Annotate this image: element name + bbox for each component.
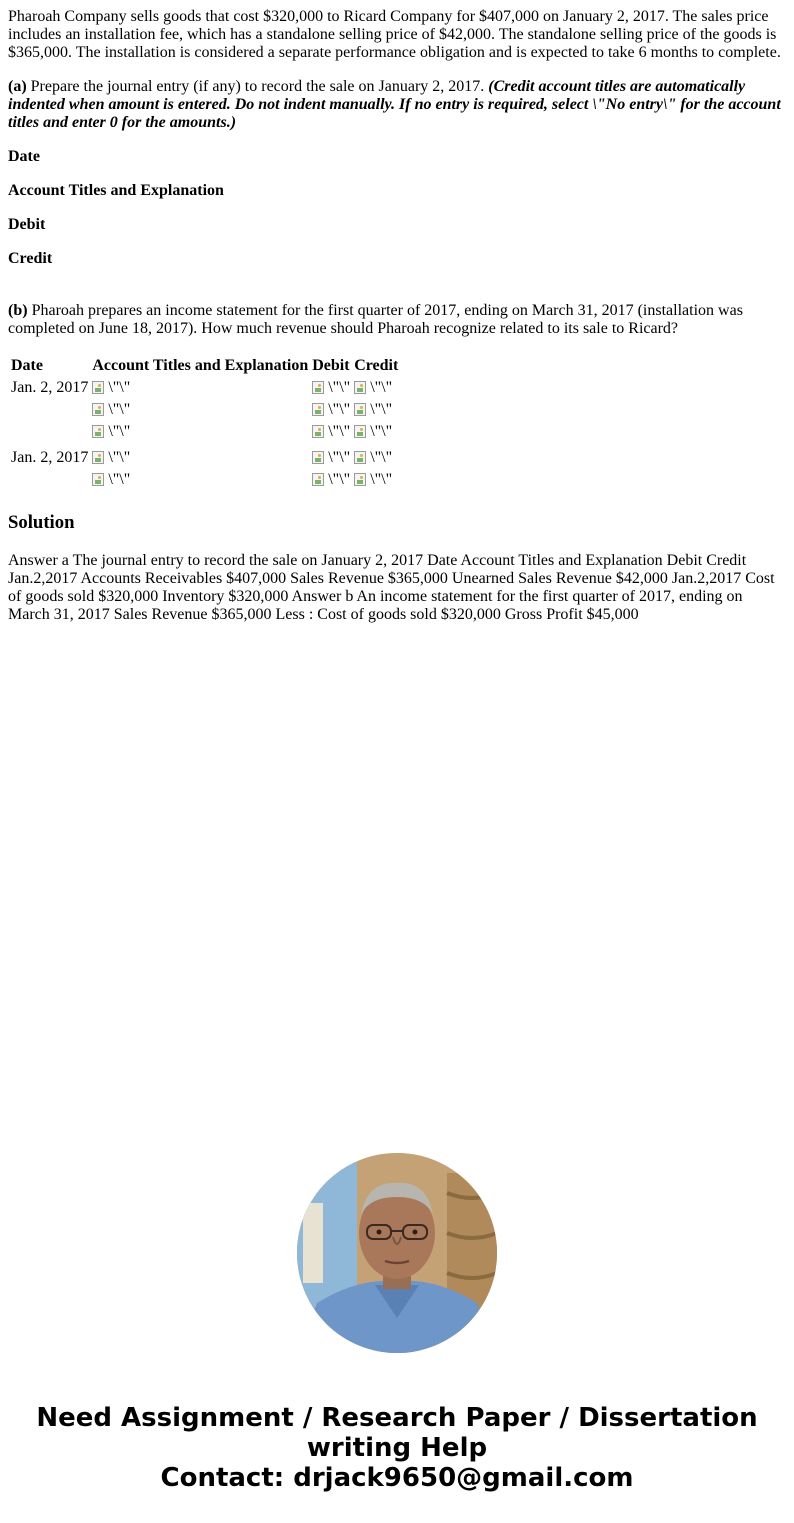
row-date [10,470,89,490]
header-account: Account Titles and Explanation [92,357,309,374]
broken-image-icon: \"\" [312,449,350,467]
account-cell[interactable] [91,470,309,490]
broken-image-icon: \"\" [92,423,130,441]
broken-image-icon: \"\" [92,379,130,397]
journal-row [10,378,399,398]
label-date: Date [8,148,40,165]
row-date: Jan. 2, 2017 [11,379,89,396]
journal-row [10,448,399,468]
debit-cell[interactable] [311,378,351,398]
broken-image-icon: \"\" [92,401,130,419]
journal-row [10,422,399,442]
label-account-titles: Account Titles and Explanation [8,182,224,199]
header-credit: Credit [354,357,399,374]
credit-cell[interactable] [353,422,399,442]
part-a-prompt [8,78,786,132]
header-debit: Debit [312,357,350,374]
credit-cell[interactable] [353,400,399,420]
debit-cell[interactable] [311,448,351,468]
broken-image-icon: \"\" [354,423,392,441]
solution-heading: Solution [8,512,75,533]
account-cell[interactable] [91,448,309,468]
part-a-text: Prepare the journal entry (if any) to record the sale on January 2, 2017. [26,78,489,95]
debit-cell[interactable] [311,422,351,442]
promo-banner [0,1403,794,1493]
label-credit: Credit [8,250,53,267]
row-date [10,422,89,442]
broken-image-icon: \"\" [354,401,392,419]
solution-body: Answer a The journal entry to record the sale on January 2, 2017 Date Account Titles and Explanation Debit Credit Jan.2,2017 Accounts Receivables $407,000 Sales Revenue $365,000 Unearned Sales Revenue $42,000 Jan.2,2017 Cost of goods sold $320,000 Inventory $320,000 Answer b An income statement for the first quarter of 2017, ending on March 31, 2017 Sales Revenue $365,000 Less : Cost of goods sold $320,000 Gross Profit $45,000 [8,552,775,623]
part-a-note: (Credit account titles are automatically indented when amount is entered. Do not indent manually. If no entry is required, select \"No entry\" for the account titles and enter 0 for the amounts.) [8,78,781,131]
journal-row [10,400,399,420]
question-document [8,8,786,624]
journal-row [10,470,399,490]
row-spacer [10,444,399,446]
label-debit: Debit [8,216,46,233]
question-intro: Pharoah Company sells goods that cost $320,000 to Ricard Company for $407,000 on January 2, 2017. The sales price includes an installation fee, which has a standalone selling price of $42,000. The standalone selling price of the goods is $365,000. The installation is considered a separate performance obligation and is expected to take 6 months to complete. [8,8,781,61]
credit-cell[interactable] [353,470,399,490]
part-b-prompt [8,302,786,338]
journal-header-row [10,356,399,376]
part-b-text: Pharoah prepares an income statement for the first quarter of 2017, ending on March 31, 2017 (installation was completed on June 18, 2017). How much revenue should Pharoah recognize related to its sale to Ricard? [8,302,743,337]
promo-line-1: Need Assignment / Research Paper / Dissertation [36,1403,758,1433]
row-date [10,400,89,420]
journal-entry-table [8,354,401,492]
author-photo [297,1153,497,1353]
row-date: Jan. 2, 2017 [11,449,89,466]
debit-cell[interactable] [311,400,351,420]
broken-image-icon: \"\" [312,401,350,419]
broken-image-icon: \"\" [354,471,392,489]
credit-cell[interactable] [353,378,399,398]
debit-cell[interactable] [311,470,351,490]
promo-line-2: writing Help [306,1433,488,1463]
broken-image-icon: \"\" [312,423,350,441]
broken-image-icon: \"\" [312,471,350,489]
account-cell[interactable] [91,422,309,442]
promo-contact: Contact: drjack9650@gmail.com [160,1463,634,1493]
credit-cell[interactable] [353,448,399,468]
account-cell[interactable] [91,400,309,420]
header-date: Date [11,357,43,374]
broken-image-icon: \"\" [92,449,130,467]
broken-image-icon: \"\" [354,379,392,397]
broken-image-icon: \"\" [92,471,130,489]
account-cell[interactable] [91,378,309,398]
part-a-tag: (a) [8,78,27,95]
broken-image-icon: \"\" [312,379,350,397]
broken-image-icon: \"\" [354,449,392,467]
part-b-tag: (b) [8,302,28,319]
